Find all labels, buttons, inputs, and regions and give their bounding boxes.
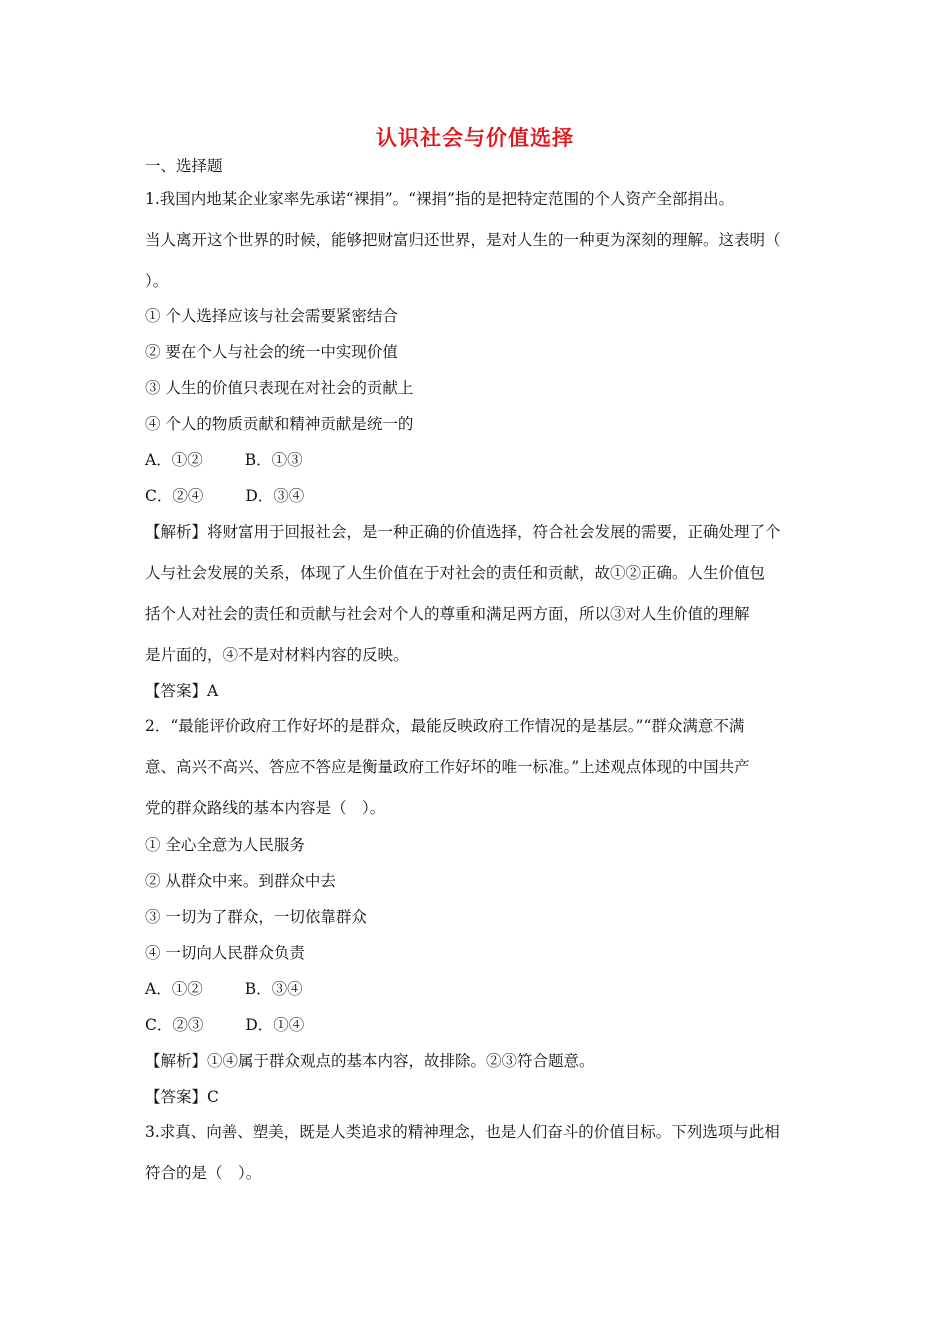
q3-stem-line2: 符合的是（ ）。 (145, 1164, 262, 1182)
q1-stem-line1: 1.我国内地某企业家率先承诺“裸捐”。“裸捐”指的是把特定范围的个人资产全部捐出。 (145, 190, 734, 208)
q1-option-d: D．③④ (245, 487, 305, 505)
q3-stem-line1: 3.求真、向善、塑美，既是人类追求的精神理念，也是人们奋斗的价值目标。下列选项与此相 (145, 1123, 780, 1141)
q2-item-4: ④ 一切向人民群众负责 (145, 944, 305, 962)
q1-option-c: C．②④ (145, 487, 204, 505)
q1-item-1: ① 个人选择应该与社会需要紧密结合 (145, 307, 398, 325)
q1-options-row1 (145, 450, 303, 470)
q2-option-d: D．①④ (245, 1016, 305, 1034)
q1-option-a: A．①② (145, 451, 203, 469)
q2-stem-line3: 党的群众路线的基本内容是（ ）。 (145, 799, 386, 817)
q2-option-b: B．③④ (244, 980, 303, 998)
q1-stem-line2: 当人离开这个世界的时候，能够把财富归还世界，是对人生的一种更为深刻的理解。这表明（ (145, 231, 781, 249)
q1-options-row2 (145, 486, 304, 506)
q1-analysis-line1: 【解析】将财富用于回报社会，是一种正确的价值选择，符合社会发展的需要，正确处理了个 (145, 523, 781, 541)
q1-stem-line3: ）。 (145, 272, 169, 290)
q2-analysis: 【解析】①④属于群众观点的基本内容，故排除。②③符合题意。 (145, 1052, 595, 1070)
q1-analysis-line3: 括个人对社会的责任和贡献与社会对个人的尊重和满足两方面，所以③对人生价值的理解 (145, 605, 750, 623)
q1-item-2: ② 要在个人与社会的统一中实现价值 (145, 343, 398, 361)
q2-option-c: C．②③ (145, 1016, 204, 1034)
q1-analysis-line2: 人与社会发展的关系，体现了人生价值在于对社会的责任和贡献，故①②正确。人生价值包 (145, 564, 766, 582)
q2-stem-line1: 2．“最能评价政府工作好坏的是群众，最能反映政府工作情况的是基层。”“群众满意不满 (145, 717, 745, 735)
q1-analysis-line4: 是片面的，④不是对材料内容的反映。 (145, 646, 409, 664)
q2-options-row2 (145, 1015, 304, 1035)
q2-item-3: ③ 一切为了群众，一切依靠群众 (145, 908, 367, 926)
page-title: 认识社会与价值选择 (376, 126, 574, 150)
q2-options-row1 (145, 979, 303, 999)
q1-option-b: B．①③ (244, 451, 303, 469)
q2-item-2: ② 从群众中来。到群众中去 (145, 872, 336, 890)
q1-item-3: ③ 人生的价值只表现在对社会的贡献上 (145, 379, 414, 397)
q2-stem-line2: 意、高兴不高兴、答应不答应是衡量政府工作好坏的唯一标准。”上述观点体现的中国共产 (145, 758, 750, 776)
q1-answer: 【答案】A (145, 682, 219, 700)
section-heading: 一、选择题 (145, 157, 223, 175)
q2-item-1: ① 全心全意为人民服务 (145, 836, 305, 854)
q2-answer: 【答案】C (145, 1088, 219, 1106)
q2-option-a: A．①② (145, 980, 203, 998)
q1-item-4: ④ 个人的物质贡献和精神贡献是统一的 (145, 415, 414, 433)
